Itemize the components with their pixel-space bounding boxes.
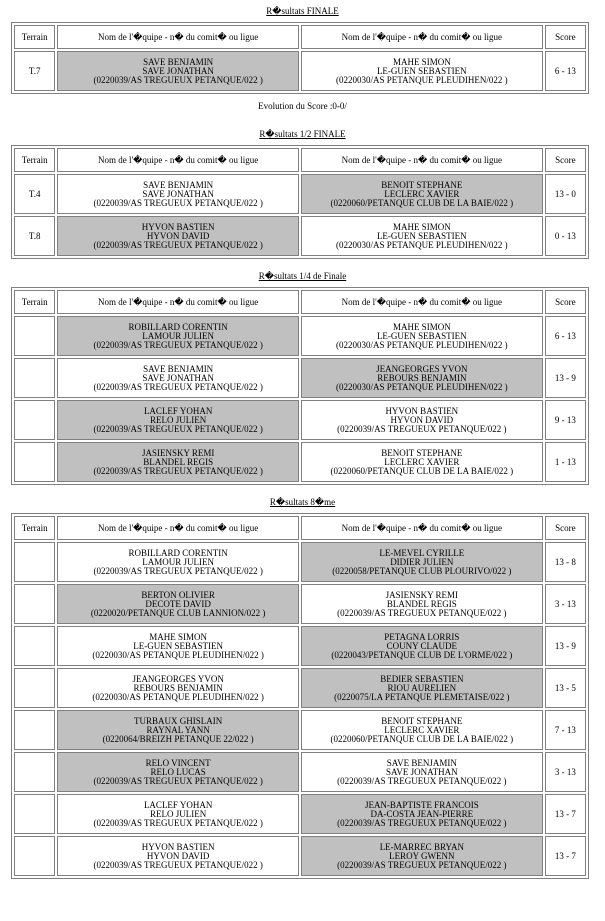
- club-name: (0220030/AS PETANQUE PLEUDIHEN/022 ): [336, 340, 508, 350]
- results-table-round-of-16: [11, 513, 589, 879]
- player-2-name: LE-GUEN SEBASTIEN: [376, 66, 467, 76]
- player-1-name: BEDIER SEBASTIEN: [380, 674, 464, 684]
- team-1-cell: [57, 442, 299, 482]
- club-name: (0220060/PETANQUE CLUB DE LA BAIE/022 ): [330, 734, 514, 744]
- player-1-name: MAHE SIMON: [392, 322, 451, 332]
- club-name: (0220039/AS TREGUEUX PETANQUE/022 ): [93, 198, 263, 208]
- results-table-quarter-final: [11, 287, 589, 485]
- player-2-name: LE-GUEN SEBASTIEN: [376, 331, 467, 341]
- score-cell: 13 - 0: [545, 174, 586, 214]
- team-2-cell: [301, 442, 543, 482]
- match-row: [14, 216, 586, 256]
- player-1-name: BENOIT STEPHANE: [381, 716, 463, 726]
- team-2-cell: [301, 316, 543, 356]
- team-2-cell: [301, 584, 543, 624]
- player-2-name: RELO LUCAS: [150, 767, 206, 777]
- results-table-finale: [11, 22, 589, 94]
- player-2-name: REBOURS BENJAMIN: [133, 683, 223, 693]
- club-name: (0220030/AS PETANQUE PLEUDIHEN/022 ): [336, 240, 508, 250]
- player-1-name: PETAGNA LORRIS: [384, 632, 460, 642]
- player-2-name: RELO JULIEN: [150, 809, 207, 819]
- player-2-name: HYVON DAVID: [390, 415, 454, 425]
- club-name: (0220039/AS TREGUEUX PETANQUE/022 ): [93, 860, 263, 870]
- team-1-cell: [57, 216, 299, 256]
- player-1-name: BENOIT STEPHANE: [381, 448, 463, 458]
- team-1-cell: [57, 836, 299, 876]
- score-cell: 13 - 5: [545, 668, 586, 708]
- terrain-cell: T.4: [14, 174, 55, 214]
- player-1-name: JEAN-BAPTISTE FRANCOIS: [364, 800, 479, 810]
- player-1-name: HYVON BASTIEN: [141, 222, 215, 232]
- header-score: Score: [545, 290, 586, 314]
- score-cell: 9 - 13: [545, 400, 586, 440]
- player-1-name: LACLEF YOHAN: [143, 800, 213, 810]
- player-1-name: MAHE SIMON: [392, 57, 451, 67]
- player-2-name: REBOURS BENJAMIN: [377, 373, 467, 383]
- score-cell: 6 - 13: [545, 51, 586, 91]
- terrain-cell: [14, 710, 55, 750]
- terrain-cell: [14, 836, 55, 876]
- club-name: (0220064/BREIZH PETANQUE 22/022 ): [102, 734, 254, 744]
- score-evolution: Evolution du Score :0-0/: [258, 101, 347, 111]
- club-name: (0220060/PETANQUE CLUB DE LA BAIE/022 ): [330, 198, 514, 208]
- terrain-cell: [14, 400, 55, 440]
- team-1-cell: [57, 400, 299, 440]
- player-1-name: JASIENSKY REMI: [385, 590, 459, 600]
- team-1-cell: [57, 626, 299, 666]
- player-2-name: SAVE JONATHAN: [142, 189, 214, 199]
- team-1-cell: [57, 358, 299, 398]
- team-2-cell: [301, 51, 543, 91]
- player-2-name: COUNY CLAUDE: [386, 641, 458, 651]
- player-1-name: TURBAUX GHISLAIN: [134, 716, 223, 726]
- header-team-2: Nom de l'�quipe - n� du comit� ou ligue: [301, 516, 543, 540]
- section-title-semi-final: R�sultats 1/2 FINALE: [259, 129, 346, 139]
- terrain-cell: [14, 584, 55, 624]
- player-2-name: HYVON DAVID: [146, 851, 210, 861]
- header-terrain: Terrain: [14, 148, 55, 172]
- section-title-round-of-16: R�sultats 8�me: [269, 497, 336, 507]
- score-cell: 7 - 13: [545, 710, 586, 750]
- club-name: (0220060/PETANQUE CLUB DE LA BAIE/022 ): [330, 466, 514, 476]
- terrain-cell: [14, 542, 55, 582]
- header-team-1: Nom de l'�quipe - n� du comit� ou ligue: [57, 148, 299, 172]
- player-2-name: LECLERC XAVIER: [384, 725, 460, 735]
- header-team-1: Nom de l'�quipe - n� du comit� ou ligue: [57, 290, 299, 314]
- header-team-1: Nom de l'�quipe - n� du comit� ou ligue: [57, 25, 299, 49]
- player-1-name: RELO VINCENT: [145, 758, 211, 768]
- team-1-cell: [57, 542, 299, 582]
- player-2-name: BLANDEL REGIS: [386, 599, 457, 609]
- club-name: (0220039/AS TREGUEUX PETANQUE/022 ): [337, 608, 507, 618]
- match-row: [14, 442, 586, 482]
- player-1-name: SAVE BENJAMIN: [386, 758, 457, 768]
- score-cell: 13 - 8: [545, 542, 586, 582]
- score-cell: 3 - 13: [545, 752, 586, 792]
- header-terrain: Terrain: [14, 25, 55, 49]
- terrain-cell: [14, 794, 55, 834]
- player-2-name: HYVON DAVID: [146, 231, 210, 241]
- player-1-name: ROBILLARD CORENTIN: [128, 322, 228, 332]
- club-name: (0220075/LA PETANQUE PLEMETAISE/022 ): [334, 692, 510, 702]
- match-row: [14, 668, 586, 708]
- match-row: [14, 710, 586, 750]
- terrain-cell: [14, 752, 55, 792]
- player-2-name: LECLERC XAVIER: [384, 457, 460, 467]
- match-row: [14, 174, 586, 214]
- club-name: (0220039/AS TREGUEUX PETANQUE/022 ): [337, 776, 507, 786]
- header-row: [14, 516, 586, 540]
- player-2-name: LE-GUEN SEBASTIEN: [376, 231, 467, 241]
- header-team-1: Nom de l'�quipe - n� du comit� ou ligue: [57, 516, 299, 540]
- club-name: (0220039/AS TREGUEUX PETANQUE/022 ): [337, 860, 507, 870]
- match-row: [14, 358, 586, 398]
- player-1-name: JEANGEORGES YVON: [132, 674, 224, 684]
- player-1-name: BENOIT STEPHANE: [381, 180, 463, 190]
- player-1-name: HYVON BASTIEN: [385, 406, 459, 416]
- team-2-cell: [301, 668, 543, 708]
- header-terrain: Terrain: [14, 516, 55, 540]
- club-name: (0220039/AS TREGUEUX PETANQUE/022 ): [93, 818, 263, 828]
- club-name: (0220030/AS PETANQUE PLEUDIHEN/022 ): [92, 692, 264, 702]
- team-2-cell: [301, 542, 543, 582]
- team-2-cell: [301, 710, 543, 750]
- score-cell: 13 - 9: [545, 358, 586, 398]
- score-cell: 1 - 13: [545, 442, 586, 482]
- results-table-semi-final: [11, 145, 589, 259]
- club-name: (0220039/AS TREGUEUX PETANQUE/022 ): [93, 240, 263, 250]
- match-row: [14, 794, 586, 834]
- player-1-name: LE-MARREC BRYAN: [379, 842, 464, 852]
- header-terrain: Terrain: [14, 290, 55, 314]
- team-2-cell: [301, 216, 543, 256]
- club-name: (0220039/AS TREGUEUX PETANQUE/022 ): [337, 424, 507, 434]
- team-2-cell: [301, 400, 543, 440]
- club-name: (0220039/AS TREGUEUX PETANQUE/022 ): [337, 818, 507, 828]
- club-name: (0220043/PETANQUE CLUB DE L'ORME/022 ): [331, 650, 513, 660]
- section-title-finale: R�sultats FINALE: [266, 6, 339, 16]
- terrain-cell: T.8: [14, 216, 55, 256]
- header-team-2: Nom de l'�quipe - n� du comit� ou ligue: [301, 148, 543, 172]
- club-name: (0220020/PETANQUE CLUB LANNION/022 ): [90, 608, 266, 618]
- header-team-2: Nom de l'�quipe - n� du comit� ou ligue: [301, 290, 543, 314]
- player-1-name: JASIENSKY REMI: [141, 448, 215, 458]
- team-2-cell: [301, 626, 543, 666]
- club-name: (0220039/AS TREGUEUX PETANQUE/022 ): [93, 776, 263, 786]
- player-1-name: MAHE SIMON: [392, 222, 451, 232]
- player-2-name: RELO JULIEN: [150, 415, 207, 425]
- player-2-name: LECLERC XAVIER: [384, 189, 460, 199]
- player-2-name: BLANDEL REGIS: [143, 457, 214, 467]
- player-2-name: DIDIER JULIEN: [390, 557, 454, 567]
- team-2-cell: [301, 794, 543, 834]
- player-2-name: LEROY GWENN: [389, 851, 455, 861]
- player-2-name: LE-GUEN SEBASTIEN: [133, 641, 224, 651]
- match-row: [14, 626, 586, 666]
- club-name: (0220058/PETANQUE CLUB PLOURIVO/022 ): [332, 566, 512, 576]
- team-1-cell: [57, 174, 299, 214]
- header-row: [14, 290, 586, 314]
- team-2-cell: [301, 358, 543, 398]
- player-1-name: MAHE SIMON: [149, 632, 208, 642]
- score-cell: 13 - 9: [545, 626, 586, 666]
- score-cell: 13 - 7: [545, 836, 586, 876]
- header-score: Score: [545, 25, 586, 49]
- player-1-name: LE-MEVEL CYRILLE: [379, 548, 465, 558]
- terrain-cell: [14, 316, 55, 356]
- terrain-cell: T.7: [14, 51, 55, 91]
- player-1-name: JEANGEORGES YVON: [376, 364, 468, 374]
- club-name: (0220039/AS TREGUEUX PETANQUE/022 ): [93, 75, 263, 85]
- team-1-cell: [57, 668, 299, 708]
- player-2-name: LAMOUR JULIEN: [142, 557, 215, 567]
- player-2-name: RAYNAL YANN: [146, 725, 210, 735]
- match-row: [14, 752, 586, 792]
- player-2-name: RIOU AURELIEN: [387, 683, 457, 693]
- player-1-name: ROBILLARD CORENTIN: [128, 548, 228, 558]
- terrain-cell: [14, 358, 55, 398]
- club-name: (0220039/AS TREGUEUX PETANQUE/022 ): [93, 566, 263, 576]
- team-1-cell: [57, 51, 299, 91]
- terrain-cell: [14, 668, 55, 708]
- team-2-cell: [301, 174, 543, 214]
- team-2-cell: [301, 836, 543, 876]
- header-score: Score: [545, 516, 586, 540]
- terrain-cell: [14, 442, 55, 482]
- team-1-cell: [57, 710, 299, 750]
- player-1-name: SAVE BENJAMIN: [143, 364, 214, 374]
- team-1-cell: [57, 584, 299, 624]
- team-1-cell: [57, 316, 299, 356]
- player-2-name: DA-COSTA JEAN-PIERRE: [370, 809, 474, 819]
- match-row: [14, 316, 586, 356]
- score-cell: 0 - 13: [545, 216, 586, 256]
- club-name: (0220039/AS TREGUEUX PETANQUE/022 ): [93, 340, 263, 350]
- team-1-cell: [57, 752, 299, 792]
- player-1-name: SAVE BENJAMIN: [143, 180, 214, 190]
- player-2-name: SAVE JONATHAN: [386, 767, 458, 777]
- player-2-name: DECOTE DAVID: [145, 599, 211, 609]
- score-cell: 6 - 13: [545, 316, 586, 356]
- player-2-name: SAVE JONATHAN: [142, 373, 214, 383]
- club-name: (0220039/AS TREGUEUX PETANQUE/022 ): [93, 424, 263, 434]
- match-row: [14, 400, 586, 440]
- match-row: [14, 584, 586, 624]
- header-team-2: Nom de l'�quipe - n� du comit� ou ligue: [301, 25, 543, 49]
- club-name: (0220030/AS PETANQUE PLEUDIHEN/022 ): [336, 75, 508, 85]
- club-name: (0220039/AS TREGUEUX PETANQUE/022 ): [93, 382, 263, 392]
- header-score: Score: [545, 148, 586, 172]
- club-name: (0220030/AS PETANQUE PLEUDIHEN/022 ): [92, 650, 264, 660]
- player-1-name: LACLEF YOHAN: [143, 406, 213, 416]
- score-cell: 13 - 7: [545, 794, 586, 834]
- team-2-cell: [301, 752, 543, 792]
- player-1-name: SAVE BENJAMIN: [143, 57, 214, 67]
- player-1-name: BERTON OLIVIER: [141, 590, 215, 600]
- terrain-cell: [14, 626, 55, 666]
- match-row: [14, 836, 586, 876]
- player-2-name: SAVE JONATHAN: [142, 66, 214, 76]
- player-2-name: LAMOUR JULIEN: [142, 331, 215, 341]
- match-row: [14, 51, 586, 91]
- header-row: [14, 25, 586, 49]
- match-row: [14, 542, 586, 582]
- club-name: (0220039/AS TREGUEUX PETANQUE/022 ): [93, 466, 263, 476]
- header-row: [14, 148, 586, 172]
- club-name: (0220030/AS PETANQUE PLEUDIHEN/022 ): [336, 382, 508, 392]
- score-cell: 3 - 13: [545, 584, 586, 624]
- team-1-cell: [57, 794, 299, 834]
- section-title-quarter-final: R�sultats 1/4 de Finale: [258, 271, 347, 281]
- player-1-name: HYVON BASTIEN: [141, 842, 215, 852]
